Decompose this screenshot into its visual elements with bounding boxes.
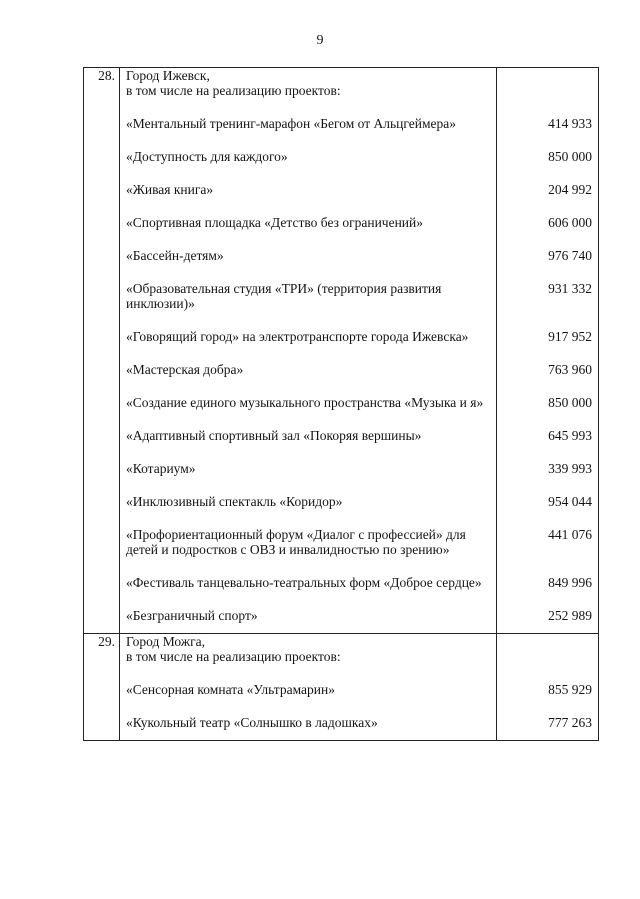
spacer-cell — [84, 590, 120, 608]
row-spacer — [84, 164, 599, 182]
project-amount-text: 414 933 — [548, 116, 592, 131]
project-number — [84, 608, 120, 634]
spacer-cell — [497, 98, 599, 116]
project-number — [84, 494, 120, 509]
project-row — [84, 116, 599, 131]
spacer-cell — [120, 410, 497, 428]
project-name — [120, 461, 497, 476]
project-row — [84, 395, 599, 410]
project-name-text: «Инклюзивный спектакль «Коридор» — [126, 494, 343, 509]
project-amount-text: 976 740 — [548, 248, 592, 263]
row-spacer — [84, 98, 599, 116]
project-amount-text: 204 992 — [548, 182, 592, 197]
project-row — [84, 362, 599, 377]
spacer-cell — [84, 230, 120, 248]
spacer-cell — [120, 164, 497, 182]
spacer-cell — [120, 311, 497, 329]
municipality-number — [84, 68, 120, 99]
project-amount-text: 931 332 — [548, 281, 592, 296]
project-amount — [497, 715, 599, 741]
project-name-text: «Ментальный тренинг-марафон «Бегом от Альцгеймера» — [126, 116, 456, 131]
project-name-text: «Создание единого музыкального пространства «Музыка и я» — [126, 395, 484, 410]
row-spacer — [84, 476, 599, 494]
project-row — [84, 608, 599, 634]
spacer-cell — [84, 697, 120, 715]
municipality-title-line: в том числе на реализацию проектов: — [126, 83, 341, 98]
project-name — [120, 248, 497, 263]
project-name-text: «Бассейн-детям» — [126, 248, 224, 263]
project-name — [120, 395, 497, 410]
spacer-cell — [84, 557, 120, 575]
project-name — [120, 116, 497, 131]
row-spacer — [84, 410, 599, 428]
spacer-cell — [497, 164, 599, 182]
project-amount — [497, 575, 599, 590]
spacer-cell — [120, 344, 497, 362]
municipality-title-line: Город Ижевск, — [126, 68, 210, 83]
project-number — [84, 575, 120, 590]
municipality-number-text: 28. — [98, 68, 115, 83]
project-amount — [497, 428, 599, 443]
project-amount-text: 850 000 — [548, 149, 592, 164]
project-name — [120, 182, 497, 197]
municipality-row — [84, 68, 599, 99]
project-name-text: «Профориентационный форум «Диалог с профессией» для детей и подростков с ОВЗ и инвалидностью по зрению» — [126, 527, 466, 557]
project-name-text: «Спортивная площадка «Детство без ограничений» — [126, 215, 424, 230]
project-row — [84, 182, 599, 197]
row-spacer — [84, 590, 599, 608]
spacer-cell — [497, 590, 599, 608]
project-row — [84, 527, 599, 557]
project-name — [120, 527, 497, 557]
project-number — [84, 182, 120, 197]
municipality-row — [84, 634, 599, 665]
spacer-cell — [84, 443, 120, 461]
project-amount-text: 849 996 — [548, 575, 592, 590]
municipality-title — [120, 68, 497, 99]
spacer-cell — [84, 476, 120, 494]
spacer-cell — [497, 344, 599, 362]
project-amount-text: 954 044 — [548, 494, 592, 509]
project-name-text: «Доступность для каждого» — [126, 149, 288, 164]
project-amount-text: 606 000 — [548, 215, 592, 230]
spacer-cell — [120, 197, 497, 215]
row-spacer — [84, 664, 599, 682]
spacer-cell — [497, 197, 599, 215]
project-row — [84, 494, 599, 509]
row-spacer — [84, 509, 599, 527]
project-row — [84, 575, 599, 590]
spacer-cell — [84, 509, 120, 527]
project-row — [84, 715, 599, 741]
spacer-cell — [497, 230, 599, 248]
project-name — [120, 575, 497, 590]
spacer-cell — [84, 311, 120, 329]
project-name — [120, 215, 497, 230]
project-row — [84, 149, 599, 164]
spacer-cell — [120, 697, 497, 715]
project-number — [84, 248, 120, 263]
project-row — [84, 461, 599, 476]
spacer-cell — [497, 476, 599, 494]
project-amount — [497, 682, 599, 697]
spacer-cell — [497, 664, 599, 682]
project-number — [84, 715, 120, 741]
spacer-cell — [497, 377, 599, 395]
project-number — [84, 281, 120, 311]
row-spacer — [84, 557, 599, 575]
row-spacer — [84, 197, 599, 215]
project-name — [120, 281, 497, 311]
page-number: 9 — [316, 33, 324, 48]
project-name — [120, 715, 497, 741]
project-amount — [497, 461, 599, 476]
spacer-cell — [497, 311, 599, 329]
project-name-text: «Мастерская добра» — [126, 362, 244, 377]
spacer-cell — [120, 590, 497, 608]
project-name — [120, 608, 497, 634]
project-name-text: «Говорящий город» на электротранспорте города Ижевска» — [126, 329, 469, 344]
spacer-cell — [120, 509, 497, 527]
project-row — [84, 281, 599, 311]
row-spacer — [84, 344, 599, 362]
row-spacer — [84, 230, 599, 248]
project-name-text: «Безграничный спорт» — [126, 608, 258, 623]
spacer-cell — [497, 410, 599, 428]
spacer-cell — [84, 197, 120, 215]
project-name — [120, 329, 497, 344]
project-number — [84, 362, 120, 377]
project-name-text: «Фестиваль танцевально-театральных форм «Доброе сердце» — [126, 575, 482, 590]
project-name-text: «Котариум» — [126, 461, 196, 476]
project-amount-text: 252 989 — [548, 608, 592, 623]
project-name — [120, 682, 497, 697]
project-number — [84, 461, 120, 476]
project-name-text: «Образовательная студия «ТРИ» (территория развития инклюзии)» — [126, 281, 442, 311]
project-row — [84, 428, 599, 443]
municipality-total — [497, 68, 599, 99]
spacer-cell — [84, 344, 120, 362]
row-spacer — [84, 311, 599, 329]
project-name — [120, 149, 497, 164]
spacer-cell — [497, 263, 599, 281]
municipality-number-text: 29. — [98, 634, 115, 649]
project-name-text: «Живая книга» — [126, 182, 214, 197]
municipality-title-line: в том числе на реализацию проектов: — [126, 649, 341, 664]
spacer-cell — [120, 230, 497, 248]
project-amount — [497, 608, 599, 634]
spacer-cell — [120, 664, 497, 682]
spacer-cell — [84, 664, 120, 682]
project-name — [120, 362, 497, 377]
project-row — [84, 682, 599, 697]
row-spacer — [84, 263, 599, 281]
project-amount-text: 917 952 — [548, 329, 592, 344]
spacer-cell — [497, 131, 599, 149]
project-amount — [497, 215, 599, 230]
spacer-cell — [120, 263, 497, 281]
project-name-text: «Кукольный театр «Солнышко в ладошках» — [126, 715, 378, 730]
spacer-cell — [120, 377, 497, 395]
project-amount — [497, 362, 599, 377]
project-row — [84, 329, 599, 344]
row-spacer — [84, 377, 599, 395]
project-amount-text: 855 929 — [548, 682, 592, 697]
municipality-projects-table — [83, 67, 599, 741]
project-amount — [497, 281, 599, 311]
spacer-cell — [120, 476, 497, 494]
project-amount — [497, 116, 599, 131]
project-number — [84, 527, 120, 557]
project-amount-text: 777 263 — [548, 715, 592, 730]
project-number — [84, 149, 120, 164]
spacer-cell — [84, 98, 120, 116]
spacer-cell — [84, 377, 120, 395]
project-amount — [497, 248, 599, 263]
table-body — [84, 68, 599, 741]
row-spacer — [84, 131, 599, 149]
row-spacer — [84, 443, 599, 461]
spacer-cell — [84, 131, 120, 149]
spacer-cell — [84, 410, 120, 428]
project-amount — [497, 527, 599, 557]
spacer-cell — [120, 557, 497, 575]
project-amount — [497, 395, 599, 410]
project-name-text: «Адаптивный спортивный зал «Покоряя вершины» — [126, 428, 422, 443]
spacer-cell — [84, 263, 120, 281]
spacer-cell — [120, 131, 497, 149]
project-name — [120, 494, 497, 509]
project-amount — [497, 494, 599, 509]
project-amount-text: 850 000 — [548, 395, 592, 410]
spacer-cell — [497, 509, 599, 527]
municipality-title — [120, 634, 497, 665]
project-amount — [497, 149, 599, 164]
project-amount — [497, 182, 599, 197]
project-row — [84, 215, 599, 230]
project-name-text: «Сенсорная комната «Ультрамарин» — [126, 682, 335, 697]
spacer-cell — [84, 164, 120, 182]
project-name — [120, 428, 497, 443]
project-number — [84, 215, 120, 230]
row-spacer — [84, 697, 599, 715]
spacer-cell — [497, 443, 599, 461]
project-amount-text: 763 960 — [548, 362, 592, 377]
project-number — [84, 116, 120, 131]
municipality-title-line: Город Можга, — [126, 634, 206, 649]
project-number — [84, 682, 120, 697]
municipality-total — [497, 634, 599, 665]
project-amount-text: 645 993 — [548, 428, 592, 443]
project-number — [84, 329, 120, 344]
project-amount-text: 339 993 — [548, 461, 592, 476]
project-row — [84, 248, 599, 263]
spacer-cell — [497, 557, 599, 575]
project-amount — [497, 329, 599, 344]
municipality-number — [84, 634, 120, 665]
spacer-cell — [497, 697, 599, 715]
spacer-cell — [120, 98, 497, 116]
project-number — [84, 395, 120, 410]
spacer-cell — [120, 443, 497, 461]
project-amount-text: 441 076 — [548, 527, 592, 542]
project-number — [84, 428, 120, 443]
